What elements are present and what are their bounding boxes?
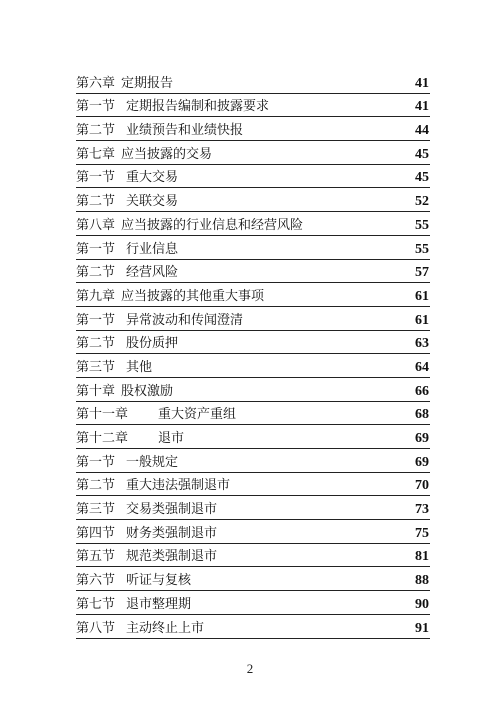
toc-entry[interactable] — [76, 591, 430, 615]
toc-entry-label: 第一节 — [76, 241, 116, 257]
toc-entry-page-number: 64 — [415, 359, 429, 375]
toc-entry-heading — [76, 573, 191, 589]
toc-entry-page-number: 91 — [415, 620, 429, 636]
toc-entry[interactable] — [76, 402, 430, 426]
toc-entry-label: 第二节 — [76, 265, 116, 281]
toc-entry-heading — [76, 289, 264, 305]
toc-entry-heading — [76, 99, 269, 115]
toc-entry-label: 第四节 — [76, 525, 116, 541]
toc-entry-heading — [76, 313, 243, 329]
toc-entry-page-number: 88 — [415, 573, 429, 589]
toc-entry-title: 退市 — [158, 431, 185, 446]
toc-entry-title: 交易类强制退市 — [126, 502, 218, 518]
toc-entry-page-number: 55 — [415, 241, 429, 257]
toc-entry-title: 行业信息 — [126, 241, 179, 257]
toc-entry[interactable] — [76, 567, 430, 591]
toc-entry[interactable] — [76, 496, 430, 520]
toc-entry-label: 第二节 — [76, 336, 116, 352]
toc-entry-label: 第一节 — [76, 170, 116, 186]
toc-entry-page-number: 75 — [415, 525, 429, 541]
toc-entry-label: 第一节 — [76, 99, 116, 115]
toc-entry-label: 第五节 — [76, 549, 116, 565]
toc-entry-page-number: 41 — [415, 75, 429, 91]
toc-entry-page-number: 41 — [415, 99, 429, 115]
toc-entry-label: 第三节 — [76, 502, 116, 518]
toc-entry-page-number: 63 — [415, 336, 429, 352]
toc-entry-label: 第七节 — [76, 596, 116, 612]
toc-entry-page-number: 68 — [415, 407, 429, 423]
toc-entry-title: 财务类强制退市 — [126, 525, 218, 541]
toc-entry-title: 定期报告 — [121, 75, 174, 91]
toc-entry-label: 第十一章 — [76, 407, 129, 423]
toc-entry-title: 定期报告编制和披露要求 — [126, 99, 270, 115]
toc-entry-label: 第九章 — [76, 288, 116, 304]
toc-entry-page-number: 66 — [415, 383, 429, 399]
toc-entry[interactable] — [76, 212, 430, 236]
toc-entry-heading — [76, 549, 217, 565]
toc-entry-page-number: 55 — [415, 217, 429, 233]
toc-entry[interactable] — [76, 473, 430, 497]
table-of-contents — [76, 70, 430, 639]
toc-entry-title: 关联交易 — [126, 194, 179, 210]
toc-entry-title: 应当披露的行业信息和经营风险 — [121, 217, 304, 233]
toc-entry-label: 第八章 — [76, 217, 116, 233]
toc-entry[interactable] — [76, 165, 430, 189]
toc-entry-title: 股份质押 — [126, 336, 179, 352]
toc-entry-heading — [76, 431, 184, 447]
toc-entry-label: 第三节 — [76, 359, 116, 375]
toc-entry-heading — [76, 76, 173, 92]
toc-entry-page-number: 44 — [415, 123, 429, 139]
toc-entry[interactable] — [76, 283, 430, 307]
toc-entry-heading — [76, 384, 173, 400]
toc-entry-label: 第一节 — [76, 454, 116, 470]
toc-entry-page-number: 69 — [415, 431, 429, 446]
toc-entry-heading — [76, 194, 178, 210]
toc-entry-title: 重大违法强制退市 — [126, 478, 231, 494]
toc-entry-label: 第十章 — [76, 383, 116, 399]
toc-entry-title: 应当披露的交易 — [121, 146, 213, 162]
toc-entry-heading — [76, 455, 178, 471]
toc-entry-title: 经营风险 — [126, 265, 179, 281]
toc-entry-title: 业绩预告和业绩快报 — [126, 123, 244, 139]
toc-entry-heading — [76, 123, 243, 139]
toc-entry-page-number: 52 — [415, 194, 429, 210]
toc-entry-title: 退市整理期 — [126, 596, 192, 612]
toc-entry-heading — [76, 621, 204, 637]
toc-entry-label: 第二节 — [76, 478, 116, 494]
page-number: 2 — [246, 661, 254, 676]
toc-entry[interactable] — [76, 425, 430, 449]
toc-entry-label: 第六节 — [76, 573, 116, 589]
toc-entry-page-number: 90 — [415, 596, 429, 612]
toc-entry-title: 股权激励 — [121, 383, 174, 399]
toc-entry-label: 第一节 — [76, 312, 116, 328]
toc-entry-title: 主动终止上市 — [126, 620, 205, 636]
toc-entry-page-number: 57 — [415, 265, 429, 281]
toc-entry-page-number: 69 — [415, 454, 429, 470]
toc-entry-label: 第八节 — [76, 620, 116, 636]
toc-entry-page-number: 45 — [415, 146, 429, 162]
toc-entry-heading — [76, 265, 178, 281]
toc-entry-page-number: 61 — [415, 288, 429, 304]
toc-entry[interactable] — [76, 520, 430, 544]
toc-entry-heading — [76, 526, 217, 542]
toc-entry-title: 一般规定 — [126, 454, 179, 470]
toc-entry[interactable] — [76, 141, 430, 165]
toc-entry[interactable] — [76, 449, 430, 473]
toc-entry[interactable] — [76, 188, 430, 212]
toc-entry[interactable] — [76, 117, 430, 141]
toc-entry[interactable] — [76, 378, 430, 402]
toc-entry-page-number: 73 — [415, 502, 429, 518]
toc-entry-label: 第六章 — [76, 75, 116, 91]
toc-entry-heading — [76, 502, 217, 518]
toc-entry-page-number: 70 — [415, 478, 429, 494]
toc-entry-title: 规范类强制退市 — [126, 549, 218, 565]
toc-entry[interactable] — [76, 544, 430, 568]
toc-entry-heading — [76, 242, 178, 258]
toc-entry[interactable] — [76, 236, 430, 260]
toc-entry[interactable] — [76, 307, 430, 331]
toc-entry[interactable] — [76, 354, 430, 378]
toc-entry-page-number: 81 — [415, 549, 429, 565]
toc-entry-title: 重大交易 — [126, 170, 179, 186]
toc-entry-heading — [76, 360, 152, 376]
toc-entry[interactable] — [76, 260, 430, 284]
toc-entry-heading — [76, 336, 178, 352]
toc-entry-heading — [76, 218, 303, 234]
toc-entry-title: 应当披露的其他重大事项 — [121, 288, 265, 304]
toc-entry-label: 第十二章 — [76, 431, 129, 446]
toc-entry-page-number: 45 — [415, 170, 429, 186]
toc-entry-label: 第二节 — [76, 194, 116, 210]
toc-entry[interactable] — [76, 70, 430, 94]
toc-entry-heading — [76, 407, 236, 423]
toc-entry-title: 异常波动和传闻澄清 — [126, 312, 244, 328]
toc-entry-heading — [76, 147, 212, 163]
toc-entry-label: 第七章 — [76, 146, 116, 162]
toc-entry[interactable] — [76, 94, 430, 118]
toc-entry[interactable] — [76, 331, 430, 355]
toc-entry-title: 重大资产重组 — [158, 407, 237, 423]
toc-entry-title: 其他 — [126, 359, 153, 375]
toc-entry-heading — [76, 597, 191, 613]
toc-entry[interactable] — [76, 615, 430, 639]
toc-entry-title: 听证与复核 — [126, 573, 192, 589]
toc-entry-page-number: 61 — [415, 312, 429, 328]
toc-entry-heading — [76, 170, 178, 186]
toc-entry-label: 第二节 — [76, 123, 116, 139]
toc-entry-heading — [76, 478, 230, 494]
